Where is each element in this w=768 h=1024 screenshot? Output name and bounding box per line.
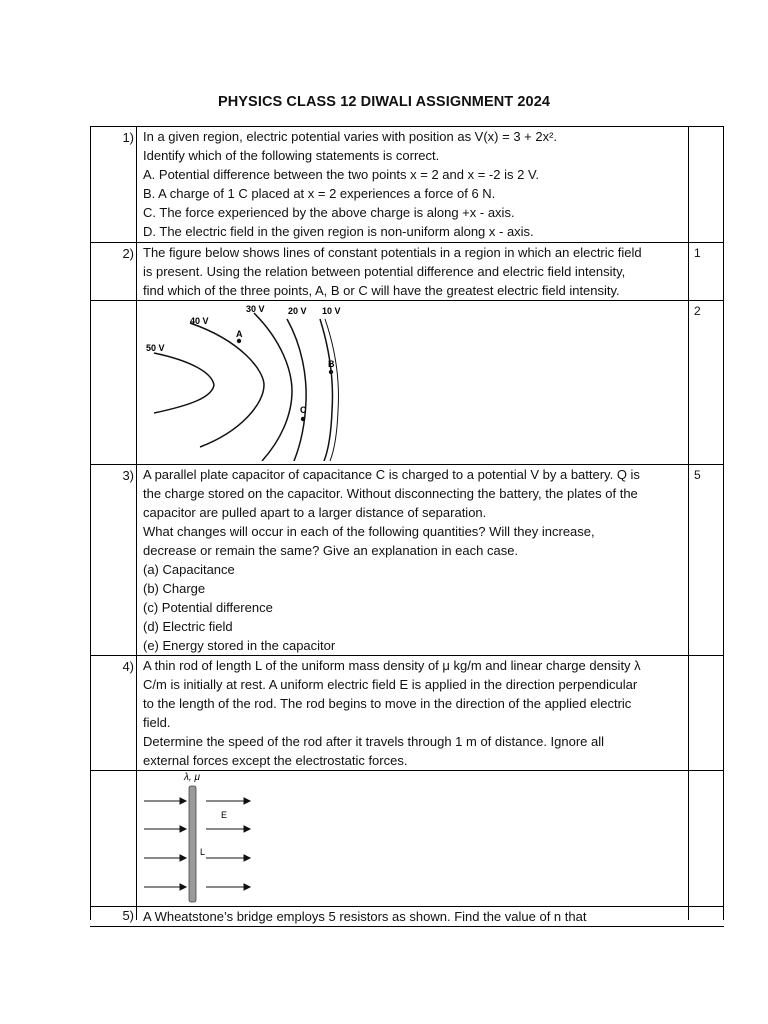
equipotential-line-30v [254,313,292,461]
equipotential-line-20v [287,319,306,461]
question-line: find which of the three points, A, B or C will have the greatest electric field intensity. [143,283,620,298]
question-row-5 [90,906,724,927]
figure-row-rod [90,770,724,906]
question-text [143,907,688,926]
length-label: L [200,847,206,857]
point-a [237,339,241,343]
label-20v: 20 V [288,306,307,316]
point-label-b: B [328,359,335,369]
question-text [143,243,688,300]
field-arrows-right [206,798,250,890]
equipotential-line-40v [190,323,264,447]
page-title: PHYSICS CLASS 12 DIWALI ASSIGNMENT 2024 [217,94,551,110]
label-40v: 40 V [190,316,209,326]
question-line: The figure below shows lines of constant potentials in a region in which an electric field [143,245,642,260]
point-label-c: C [300,405,307,415]
question-line: external forces except the electrostatic forces. [143,753,408,768]
question-number: 3) [122,468,134,483]
rod-label: λ, μ [184,772,200,783]
rod [189,786,196,902]
question-text [143,127,688,241]
question-row-4 [90,655,724,770]
question-line: C. The force experienced by the above charge is along +x - axis. [143,205,515,220]
question-line: A thin rod of length L of the uniform mass density of μ kg/m and linear charge density λ [143,658,641,673]
question-text [143,465,688,655]
question-number: 4) [122,659,134,674]
point-c [301,417,305,421]
marks-cell: 1 [694,246,701,260]
question-line: to the length of the rod. The rod begins to move in the direction of the applied electric [143,696,632,711]
question-line: What changes will occur in each of the following quantities? Will they increase, [143,524,595,539]
question-row-2 [90,242,724,300]
field-arrows-left [144,798,186,890]
marks-cell: 2 [694,304,701,318]
label-10v: 10 V [322,306,341,316]
question-line: Identify which of the following statements is correct. [143,148,440,163]
question-line: In a given region, electric potential varies with position as V(x) = 3 + 2x². [143,129,558,144]
question-line: B. A charge of 1 C placed at x = 2 experiences a force of 6 N. [143,186,496,201]
question-line: (c) Potential difference [143,600,273,615]
question-number: 2) [122,246,134,261]
charged-rod-figure [140,771,260,905]
question-table [90,126,724,927]
question-line: the charge stored on the capacitor. Without disconnecting the battery, the plates of the [143,486,638,501]
question-row-3 [90,464,724,655]
field-label: E [221,810,228,820]
figure-row-equipotential [90,300,724,464]
question-row-1 [90,126,724,242]
question-line: capacitor are pulled apart to a larger distance of separation. [143,505,487,520]
point-b [329,370,333,374]
marks-cell: 5 [694,468,701,482]
question-line: C/m is initially at rest. A uniform electric field E is applied in the direction perpendicular [143,677,638,692]
question-line: (d) Electric field [143,619,233,634]
question-line: A. Potential difference between the two points x = 2 and x = -2 is 2 V. [143,167,540,182]
question-line: A parallel plate capacitor of capacitance C is charged to a potential V by a battery. Q is [143,467,640,482]
question-line: A Wheatstone’s bridge employs 5 resistors as shown. Find the value of n that [143,909,587,924]
question-text [143,656,688,770]
question-line: field. [143,715,171,730]
question-line: (b) Charge [143,581,206,596]
question-line: Determine the speed of the rod after it travels through 1 m of distance. Ignore all [143,734,605,749]
question-number: 1) [122,130,134,145]
question-line: D. The electric field in the given region is non-uniform along x - axis. [143,224,534,239]
question-line: (e) Energy stored in the capacitor [143,638,336,653]
question-number: 5) [122,908,134,923]
question-line: decrease or remain the same? Give an explanation in each case. [143,543,519,558]
label-30v: 30 V [246,304,265,314]
equipotential-line-10v [320,319,333,461]
equipotential-line-50v [154,353,214,413]
question-line: (a) Capacitance [143,562,235,577]
label-50v: 50 V [146,343,165,353]
equipotential-figure [142,301,352,461]
point-label-a: A [236,329,243,339]
question-line: is present. Using the relation between potential difference and electric field intensity, [143,264,626,279]
